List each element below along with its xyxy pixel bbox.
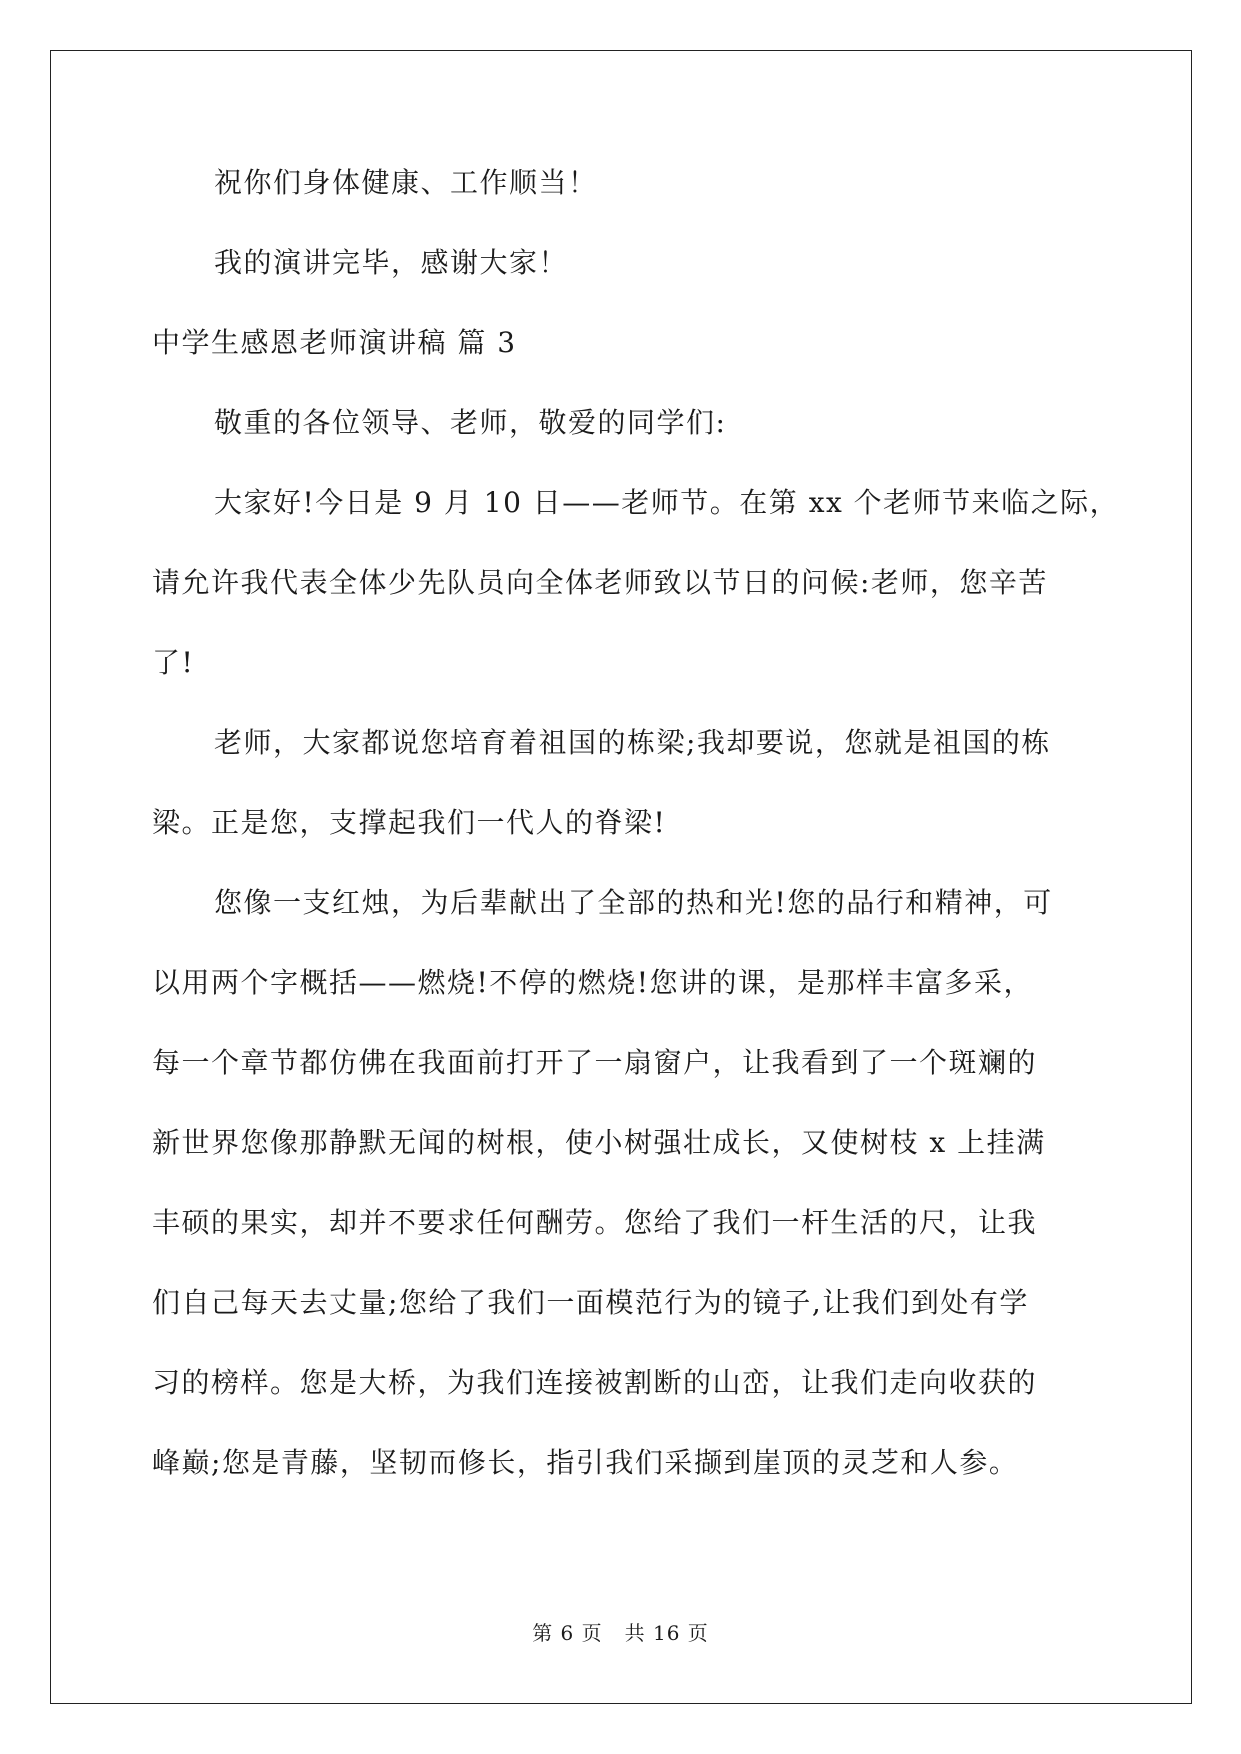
paragraph-line: 以用两个字概括——燃烧!不停的燃烧!您讲的课，是那样丰富多采， (152, 966, 1034, 999)
document-body (152, 162, 1120, 1522)
page-number: 第 6 页 (532, 1621, 603, 1645)
page-total: 共 16 页 (624, 1621, 709, 1645)
paragraph-line: 梁。正是您，支撑起我们一代人的脊梁! (152, 806, 667, 839)
paragraph-line: 请允许我代表全体少先队员向全体老师致以节日的问候:老师，您辛苦 (152, 566, 1048, 599)
paragraph-line: 新世界您像那静默无闻的树根，使小树强壮成长，又使树枝 x 上挂满 (152, 1126, 1046, 1159)
paragraph-line: 们自己每天去丈量;您给了我们一面模范行为的镜子,让我们到处有学 (152, 1286, 1029, 1319)
paragraph-line: 每一个章节都仿佛在我面前打开了一扇窗户，让我看到了一个斑斓的 (152, 1046, 1038, 1079)
closing-wish: 祝你们身体健康、工作顺当！ (214, 166, 598, 199)
paragraph-line: 大家好!今日是 9 月 10 日——老师节。在第 xx 个老师节来临之际， (214, 486, 1120, 519)
closing-thanks: 我的演讲完毕，感谢大家！ (214, 246, 569, 279)
paragraph-line: 您像一支红烛，为后辈献出了全部的热和光!您的品行和精神，可 (214, 886, 1053, 919)
paragraph-line: 习的榜样。您是大桥，为我们连接被割断的山峦，让我们走向收获的 (152, 1366, 1038, 1399)
page-footer (0, 1621, 1241, 1645)
paragraph-line: 老师，大家都说您培育着祖国的栋梁;我却要说，您就是祖国的栋 (214, 726, 1051, 759)
section-heading: 中学生感恩老师演讲稿 篇 3 (152, 326, 517, 359)
paragraph-line: 丰硕的果实，却并不要求任何酬劳。您给了我们一杆生活的尺，让我 (152, 1206, 1038, 1239)
paragraph-line: 峰巅;您是青藤，坚韧而修长，指引我们采撷到崖顶的灵芝和人参。 (152, 1446, 1019, 1479)
salutation: 敬重的各位领导、老师，敬爱的同学们: (214, 406, 727, 439)
paragraph-line: 了! (152, 646, 195, 679)
